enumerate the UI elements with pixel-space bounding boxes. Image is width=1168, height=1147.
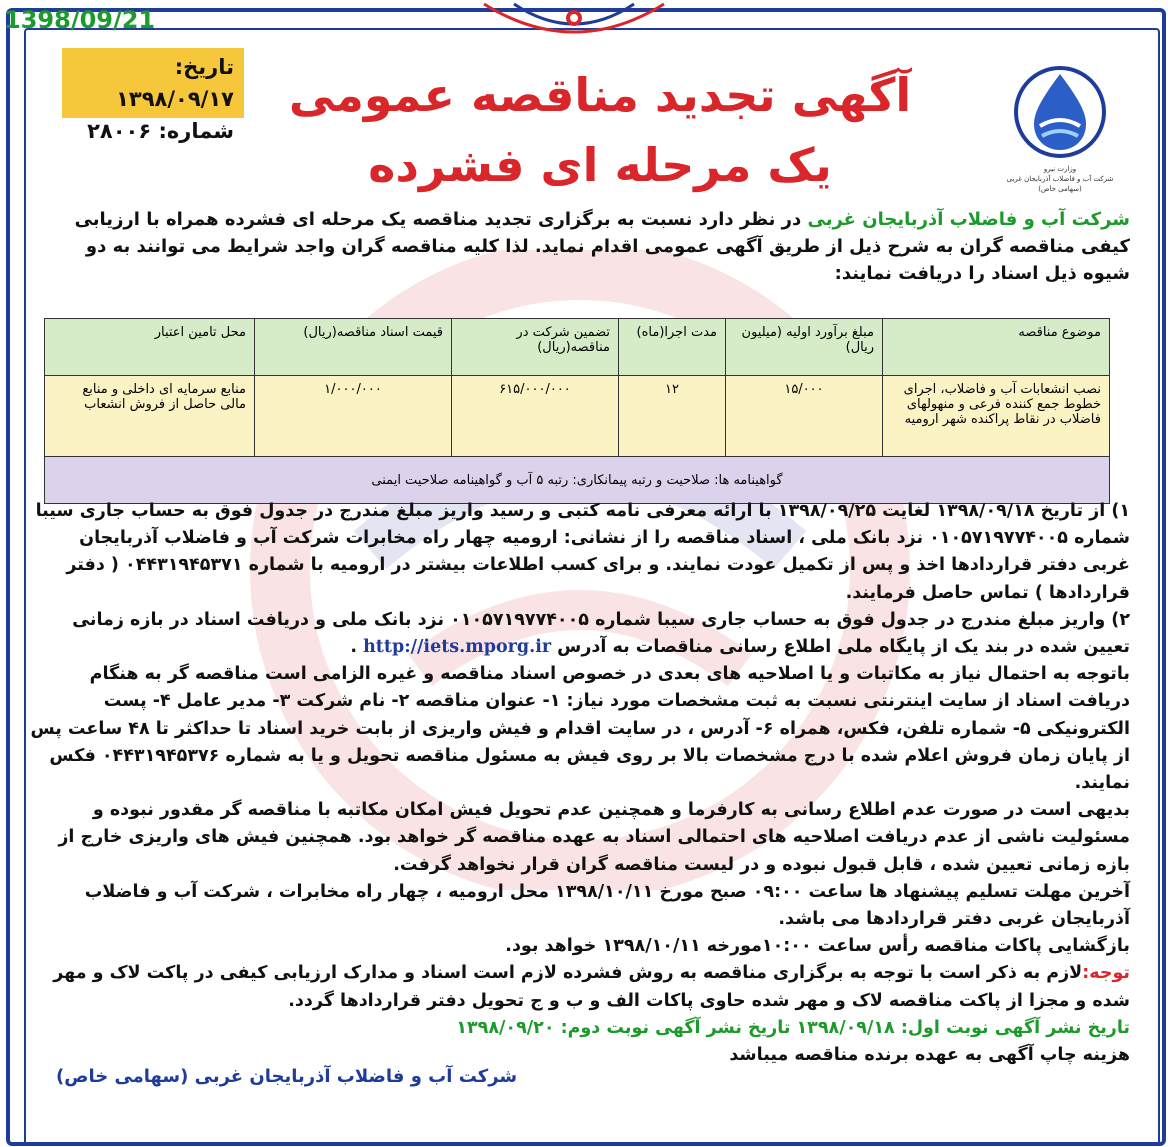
- paragraph-5: آخرین مهلت تسلیم پیشنهاد ها ساعت ۰۹:۰۰ صبح مورخ ۱۳۹۸/۱۰/۱۱ محل ارومیه ، چهار راه مخابرات ، شرکت آب و فاضلاب آذربایجان غربی دفتر قراردادها می باشد.: [84, 881, 1130, 930]
- header-doc-price: قیمت اسناد مناقصه(ریال): [255, 319, 452, 376]
- paragraph-2: [28, 607, 1130, 661]
- cell-certificates: گواهینامه ها: صلاحیت و رتبه پیمانکاری: رتبه ۵ آب و گواهینامه صلاحیت ایمنی: [45, 457, 1110, 504]
- paragraph-6: بازگشایی پاکات مناقصه رأس ساعت ۱۰:۰۰مورخه ۱۳۹۸/۱۰/۱۱ خواهد بود.: [505, 936, 1130, 957]
- intro-paragraph: [40, 206, 1130, 287]
- certificates-row: [45, 457, 1110, 504]
- paragraph-3: باتوجه به احتمال نیاز به مکاتبات و یا اصلاحیه های بعدی در خصوص اسناد مناقصه و غیره الزامی است مناقصه گر به هنگام دریافت اسناد از سایت اینترنتی نسبت به ثبت مشخصات مورد نیاز: ۱- عنوان مناقصه ۲- نام شرکت ۳- مدیر عامل ۴- پست الکترونیکی ۵- شماره تلفن، فکس، همراه ۶- آدرس ، در سایت اقدام و فیش واریزی از بابت خرید اسناد تا حداکثر تا ۴۸ ساعت پس از پایان زمان فروش اعلام شده با درج مشخصات بالا بر روی فیش به مسئول مناقصه تحویل و یا به شماره ۰۴۴۳۱۹۴۵۳۷۶ فکس نمایند.: [30, 664, 1130, 794]
- header-funding: محل تامین اعتبار: [45, 319, 255, 376]
- publish-dates: تاریخ نشر آگهی نوبت اول: ۱۳۹۸/۰۹/۱۸ تاریخ نشر آگهی نوبت دوم: ۱۳۹۸/۰۹/۲۰: [456, 1017, 1130, 1038]
- notice-body: [28, 498, 1130, 1069]
- date-line: [72, 51, 234, 115]
- notice-title: [280, 60, 920, 200]
- date-label: تاریخ:: [174, 55, 234, 79]
- title-line1: آگهی تجدید مناقصه عمومی: [288, 68, 912, 122]
- cell-doc-price: ۱/۰۰۰/۰۰۰: [255, 376, 452, 457]
- cell-funding: منابع سرمایه ای داخلی و منابع مالی حاصل از فروش انشعاب: [45, 376, 255, 457]
- cell-guarantee: ۶۱۵/۰۰۰/۰۰۰: [452, 376, 619, 457]
- paragraph-2-text-b: .: [350, 637, 364, 658]
- water-drop-icon: [1012, 64, 1108, 160]
- table-row: [45, 376, 1110, 457]
- date-value: ۱۳۹۸/۰۹/۱۷: [116, 87, 234, 111]
- number-line: [72, 115, 234, 147]
- date-stamp: 1398/09/21: [4, 6, 156, 34]
- title-line2: یک مرحله ای فشرده: [368, 138, 832, 192]
- logo-caption-line1: وزارت نیرو: [1043, 165, 1077, 173]
- company-logo: [995, 64, 1125, 214]
- note-paragraph: [28, 960, 1130, 1014]
- date-number-box: [62, 48, 244, 143]
- logo-caption-line3: (سهامی خاص): [1038, 185, 1082, 193]
- top-ornament: [474, 0, 674, 44]
- note-text: لازم به ذکر است با توجه به برگزاری مناقصه به روش فشرده لازم است اسناد و مدارک ارزیابی کیفی در پاکت لاک و مهر شده و مجزا از پاکت مناقصه لاک و مهر شده حاوی پاکات الف و ب و ج تحویل دفتر قراردادها گردد.: [53, 963, 1130, 1011]
- header-guarantee: تضمین شرکت در مناقصه(ریال): [452, 319, 619, 376]
- paragraph-2-text-a: ۲) واریز مبلغ مندرج در جدول فوق به حساب جاری سیبا شماره ۰۱۰۵۷۱۹۷۷۴۰۰۵ نزد بانک ملی و دریافت اسناد در بازه زمانی تعیین شده در بند یک از پایگاه ملی اطلاع رسانی مناقصات به آدرس: [72, 609, 1130, 658]
- header-duration: مدت اجرا(ماه): [619, 319, 726, 376]
- intro-company: شرکت آب و فاضلاب آذربایجان غربی: [807, 209, 1130, 230]
- number-label: شماره:: [158, 119, 234, 143]
- intro-text: در نظر دارد نسبت به برگزاری تجدید مناقصه یک مرحله ای فشرده همراه با ارزیابی کیفی مناقصه گران به شرح ذیل از طریق آگهی عمومی اقدام نماید. لذا کلیه مناقصه گران واجد شرایط می توانند به دو شیوه ذیل اسناد را دریافت نمایند:: [74, 209, 1130, 284]
- table-header-row: [45, 319, 1110, 376]
- tender-table: [44, 318, 1110, 504]
- header-estimate: مبلغ برآورد اولیه (میلیون ریال): [726, 319, 883, 376]
- cell-estimate: ۱۵/۰۰۰: [726, 376, 883, 457]
- tender-portal-link[interactable]: http://iets.mporg.ir: [363, 637, 552, 658]
- cell-subject: نصب انشعابات آب و فاضلاب، اجرای خطوط جمع کننده فرعی و منهولهای فاضلاب در نقاط پراکنده شهر ارومیه: [883, 376, 1110, 457]
- footer-signature: شرکت آب و فاضلاب آذربایجان غربی (سهامی خاص): [56, 1066, 518, 1087]
- logo-caption-line2: شرکت آب و فاضلاب آذربایجان غربی: [1006, 175, 1114, 183]
- print-cost: هزینه چاپ آگهی به عهده برنده مناقصه میباشد: [729, 1045, 1130, 1066]
- header-subject: موضوع مناقصه: [883, 319, 1110, 376]
- paragraph-1: ۱) از تاریخ ۱۳۹۸/۰۹/۱۸ لغایت ۱۳۹۸/۰۹/۲۵ با ارائه معرفی نامه کتبی و رسید واریز مبلغ مندرج در جدول فوق به حساب جاری سیبا شماره ۰۱۰۵۷۱۹۷۷۴۰۰۵ نزد بانک ملی ، اسناد مناقصه را از نشانی: ارومیه چهار راه مخابرات شرکت آب و فاضلاب آذربایجان غربی دفتر قراردادها اخذ و پس از تکمیل عودت نمایند. و برای کسب اطلاعات بیشتر در ارومیه با شماره ۰۴۴۳۱۹۴۵۳۷۱ ( دفتر قراردادها ) تماس حاصل فرمایند.: [35, 501, 1130, 603]
- paragraph-4: بدیهی است در صورت عدم اطلاع رسانی به کارفرما و همچنین عدم تحویل فیش امکان مکاتبه با مناقصه گر مقدور نبوده و مسئولیت ناشی از عدم دریافت اصلاحیه های احتمالی اسناد به عهده مناقصه گر خواهد بود. همچنین فیش های واریزی خارج از بازه زمانی تعیین شده ، قابل قبول نبوده و در لیست مناقصه گران قرار نخواهد گرفت.: [58, 800, 1130, 875]
- note-label: توجه:: [1082, 963, 1130, 984]
- cell-duration: ۱۲: [619, 376, 726, 457]
- number-value: ۲۸۰۰۶: [87, 119, 152, 143]
